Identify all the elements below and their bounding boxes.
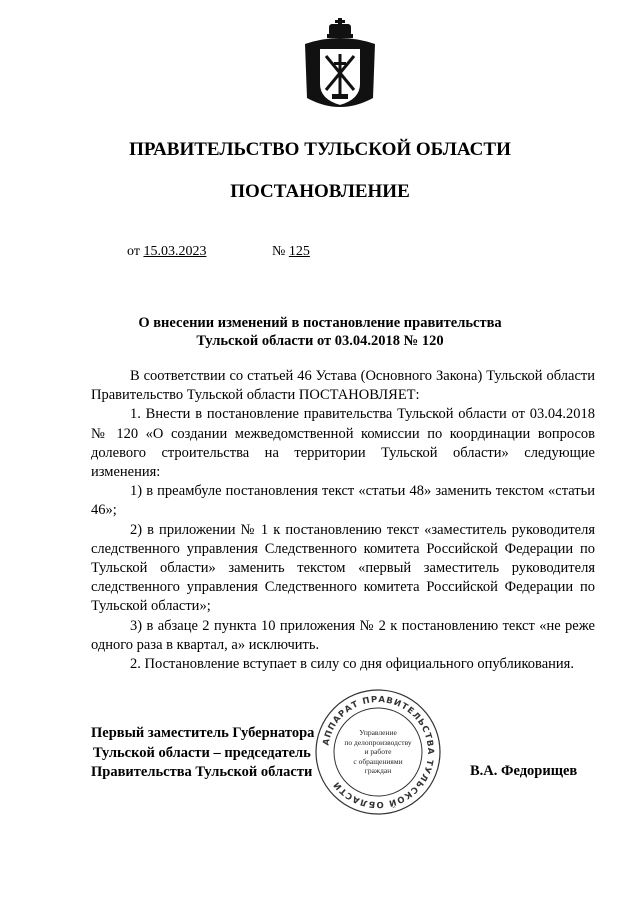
tula-coat-of-arms-icon: [299, 18, 381, 116]
stamp-line-1: Управление: [359, 728, 397, 737]
subject-line-2: Тульской области от 03.04.2018 № 120: [196, 333, 444, 349]
document-date: [127, 244, 206, 260]
position-line-1: Первый заместитель Губернатора: [91, 725, 315, 741]
intro-paragraph: В соответствии со статьей 46 Устава (Основного Закона) Тульской области Правительство Тульской области ПОСТАНОВЛЯЕТ:: [91, 368, 595, 404]
position-line-2: Тульской области – председатель: [93, 744, 311, 761]
item-2: 2. Постановление вступает в силу со дня официального опубликования.: [130, 656, 574, 673]
position-line-3: Правительства Тульской области: [91, 764, 313, 780]
subject-line-1: О внесении изменений в постановление правительства: [138, 315, 502, 331]
subitem-2: 2) в приложении № 1 к постановлению текст «заместитель руководителя следственного управления Следственного комитета Российской Федерации по Тульской области» заменить текстом «первый заместитель руководителя следственного управления Следственного комитета Российской Федерации по Тульской области»;: [91, 521, 595, 615]
number-prefix: №: [272, 244, 286, 259]
date-value: 15.03.2023: [143, 244, 207, 259]
stamp-line-5: граждан: [364, 766, 392, 775]
government-title: ПРАВИТЕЛЬСТВО ТУЛЬСКОЙ ОБЛАСТИ: [129, 139, 511, 160]
subitem-3: 3) в абзаце 2 пункта 10 приложения № 2 к постановлению текст «не реже одного раза в квартал, а» исключить.: [91, 617, 595, 653]
document-type: ПОСТАНОВЛЕНИЕ: [230, 181, 410, 202]
signatory-position: [91, 724, 314, 783]
date-prefix: от: [127, 244, 140, 259]
signatory-name: В.А. Федорищев: [470, 763, 578, 779]
stamp-line-3: и работе: [364, 747, 392, 756]
document-number: [272, 244, 310, 260]
document-body: [91, 367, 595, 674]
number-value: 125: [288, 244, 310, 259]
stamp-ring-text: АППАРАТ ПРАВИТЕЛЬСТВА ТУЛЬСКОЙ ОБЛАСТИ: [321, 694, 436, 810]
subitem-1: 1) в преамбуле постановления текст «статьи 48» заменить текстом «статьи 46»;: [91, 483, 595, 519]
item-1: 1. Внести в постановление правительства Тульской области от 03.04.2018 № 120 «О создании межведомственной комиссии по координации вопросов долевого строительства на территории Тульской области» следующие изменения:: [91, 406, 595, 481]
document-subject: [0, 314, 640, 350]
stamp-line-2: по делопроизводству: [344, 737, 412, 747]
stamp-line-4: с обращениями: [353, 756, 403, 766]
stamp-center-text: [334, 728, 422, 776]
